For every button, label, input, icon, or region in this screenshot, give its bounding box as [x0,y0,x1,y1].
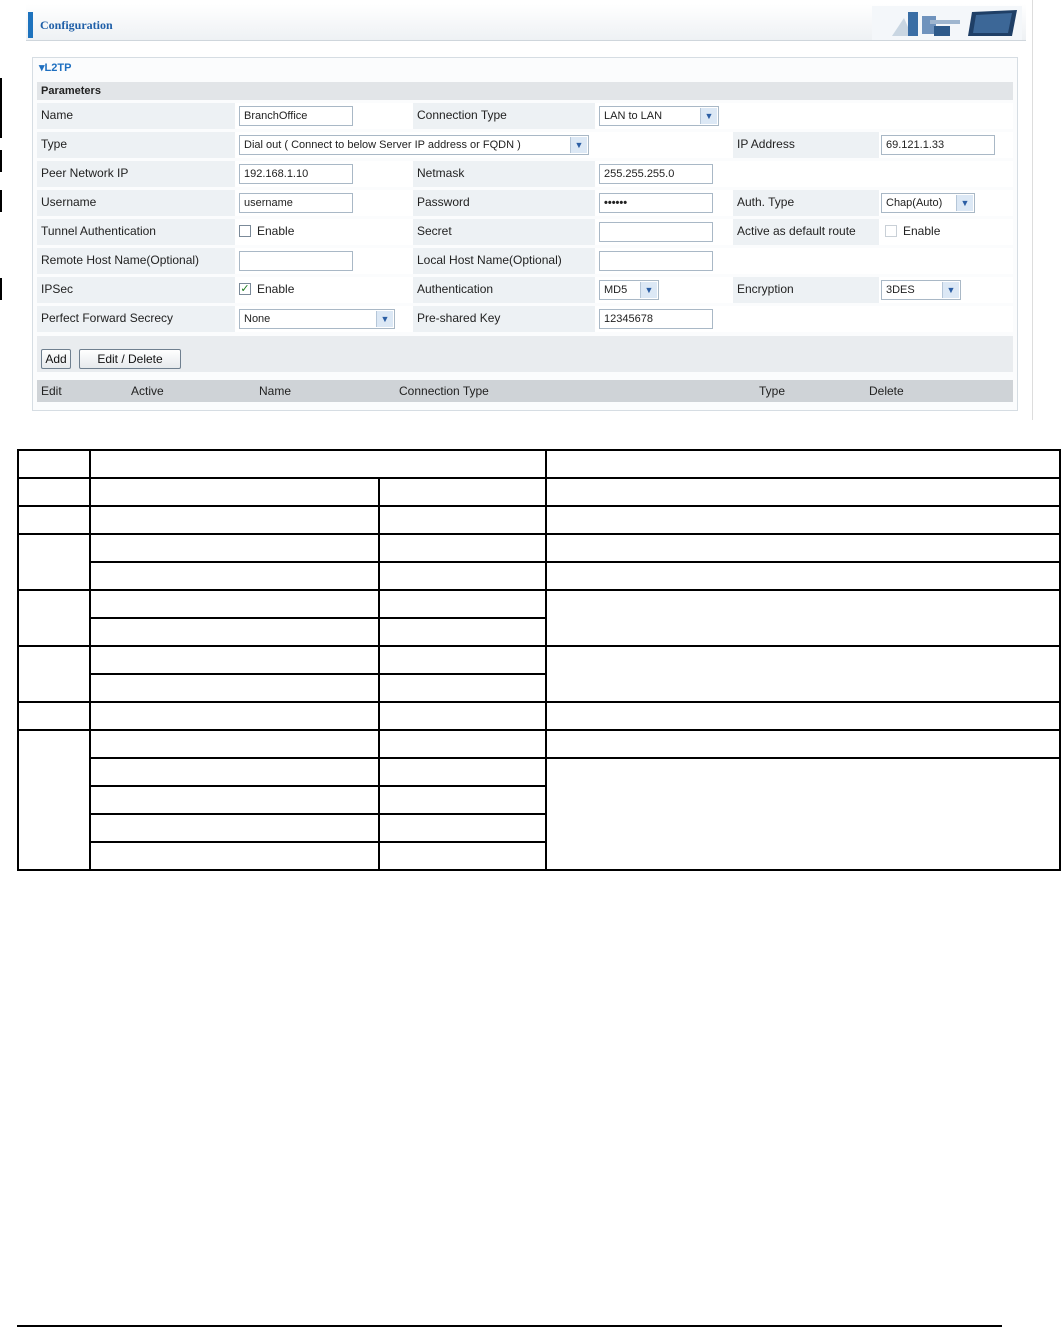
name-label: Name [37,103,235,129]
table-row [18,562,1060,590]
pfs-label: Perfect Forward Secrecy [37,306,235,332]
table-cell [379,758,546,786]
page-title: Configuration [40,18,113,32]
table-cell [546,562,1060,590]
default-route-enable-label: Enable [903,224,941,238]
row-type [37,132,1013,158]
encryption-label: Encryption [733,277,879,303]
table-cell [18,450,90,478]
row-peer-network [37,161,1013,187]
table-cell [90,590,379,618]
local-host-cell [595,248,733,274]
ip-address-label: IP Address [733,132,879,158]
table-row [18,702,1060,730]
encryption-cell [879,277,1013,303]
table-row [18,730,1060,758]
table-cell [18,730,90,870]
table-cell [90,758,379,786]
col-type: Type [759,384,786,398]
type-label: Type [37,132,235,158]
secret-label: Secret [413,219,595,245]
col-name: Name [259,384,292,398]
col-connection-type: Connection Type [399,384,489,398]
table-cell [90,842,379,870]
psk-cell [595,306,733,332]
encryption-value: 3DES [886,284,915,296]
connection-type-label: Connection Type [413,103,595,129]
parameter-description-table [17,449,1061,871]
table-cell [546,646,1060,702]
table-cell [90,534,379,562]
empty-cell [733,306,1013,332]
secret-cell [595,219,733,245]
remote-host-cell [235,248,413,274]
ip-address-cell [879,132,1013,158]
table-cell [18,702,90,730]
table-cell [90,814,379,842]
netmask-input[interactable]: 255.255.255.0 [599,164,713,184]
col-delete: Delete [869,384,904,398]
local-host-input[interactable] [599,251,713,271]
row-host-names [37,248,1013,274]
table-cell [379,786,546,814]
margin-mark [0,190,2,212]
row-tunnel-auth [37,219,1013,245]
table-cell [90,478,379,506]
row-ipsec [37,277,1013,303]
table-cell [379,478,546,506]
connection-type-value: LAN to LAN [604,110,663,122]
table-cell [379,646,546,674]
chevron-down-icon: ▼ [640,282,657,298]
ipsec-enable-label: Enable [257,282,295,296]
tunnel-auth-label: Tunnel Authentication [37,219,235,245]
default-route-cell [879,219,1013,245]
pfs-select[interactable] [239,309,395,329]
default-route-label: Active as default route [733,219,879,245]
username-input[interactable]: username [239,193,353,213]
tunnel-auth-cell [235,219,413,245]
netmask-label: Netmask [413,161,595,187]
table-cell [379,842,546,870]
table-row [18,506,1060,534]
ipsec-cell [235,277,413,303]
chevron-down-icon: ▼ [700,108,717,124]
table-cell [18,590,90,646]
pfs-cell [235,306,413,332]
col-edit: Edit [41,384,62,398]
table-cell [546,702,1060,730]
empty-cell [733,248,1013,274]
margin-mark [0,278,2,300]
table-cell [379,534,546,562]
tunnel-auth-checkbox[interactable] [239,225,251,237]
router-config-screenshot [18,0,1033,420]
section-title[interactable]: ▾L2TP [39,62,72,74]
table-cell [546,730,1060,758]
table-cell [546,450,1060,478]
chevron-down-icon: ▼ [942,282,959,298]
table-row [18,758,1060,786]
authentication-cell [595,277,733,303]
authentication-value: MD5 [604,284,628,296]
table-row [18,590,1060,618]
table-cell [546,506,1060,534]
peer-network-ip-input[interactable]: 192.168.1.10 [239,164,353,184]
table-row [18,646,1060,674]
table-cell [90,674,379,702]
check-icon: ✓ [240,283,250,295]
password-input[interactable]: •••••• [599,193,713,213]
chevron-down-icon: ▼ [956,195,973,211]
psk-input[interactable]: 12345678 [599,309,713,329]
password-cell [595,190,733,216]
table-cell [90,730,379,758]
connection-type-cell [595,103,733,129]
chevron-down-icon: ▼ [570,137,587,153]
auth-type-label: Auth. Type [733,190,879,216]
table-cell [90,786,379,814]
l2tp-panel [32,57,1018,411]
name-input[interactable]: BranchOffice [239,106,353,126]
peer-network-ip-label: Peer Network IP [37,161,235,187]
secret-input[interactable] [599,222,713,242]
table-cell [18,534,90,590]
ipsec-label: IPSec [37,277,235,303]
auth-type-select[interactable] [881,193,975,213]
table-cell [546,478,1060,506]
connection-type-select[interactable] [599,106,719,126]
auth-type-value: Chap(Auto) [886,197,943,209]
footer-rule [17,1325,1002,1327]
table-cell [90,506,379,534]
table-row [18,478,1060,506]
table-cell [379,618,546,646]
empty-cell [733,161,1013,187]
header-accent-bar [28,12,33,38]
row-name [37,103,1013,129]
remote-host-label: Remote Host Name(Optional) [37,248,235,274]
table-cell [90,450,546,478]
table-cell [379,562,546,590]
encryption-select[interactable] [881,280,961,300]
ipsec-checkbox[interactable] [239,283,251,295]
table-cell [90,618,379,646]
table-cell [546,534,1060,562]
empty-cell [733,103,1013,129]
table-cell [90,562,379,590]
config-header [26,4,1026,41]
edit-delete-button[interactable]: Edit / Delete [79,349,181,369]
connection-list-header [37,380,1013,402]
authentication-label: Authentication [413,277,595,303]
parameters-header: Parameters [37,82,1013,100]
network-banner-icon [872,6,1022,40]
table-cell [379,506,546,534]
remote-host-input[interactable] [239,251,353,271]
table-cell [379,702,546,730]
password-label: Password [413,190,595,216]
table-cell [379,814,546,842]
type-select[interactable] [239,135,589,155]
table-cell [18,478,90,506]
margin-mark [0,78,2,138]
table-row [18,534,1060,562]
button-bar [37,336,1013,372]
ip-address-input[interactable]: 69.121.1.33 [881,135,995,155]
psk-label: Pre-shared Key [413,306,595,332]
type-value: Dial out ( Connect to below Server IP address or FQDN ) [244,139,521,151]
name-cell [235,103,413,129]
table-row [18,450,1060,478]
username-cell [235,190,413,216]
row-pfs [37,306,1013,332]
add-button[interactable]: Add [41,349,71,369]
type-cell [235,132,733,158]
table-cell [379,674,546,702]
table-cell [379,730,546,758]
table-cell [18,506,90,534]
peer-network-ip-cell [235,161,413,187]
tunnel-auth-enable-label: Enable [257,224,295,238]
table-cell [546,590,1060,646]
table-cell [546,758,1060,870]
netmask-cell [595,161,733,187]
authentication-select[interactable] [599,280,659,300]
table-cell [18,646,90,702]
local-host-label: Local Host Name(Optional) [413,248,595,274]
margin-mark [0,150,2,172]
pfs-value: None [244,313,271,325]
table-cell [90,702,379,730]
default-route-checkbox[interactable] [885,225,897,237]
table-cell [90,646,379,674]
row-username [37,190,1013,216]
chevron-down-icon: ▼ [376,311,393,327]
auth-type-cell [879,190,1013,216]
col-active: Active [131,384,164,398]
table-cell [379,590,546,618]
username-label: Username [37,190,235,216]
